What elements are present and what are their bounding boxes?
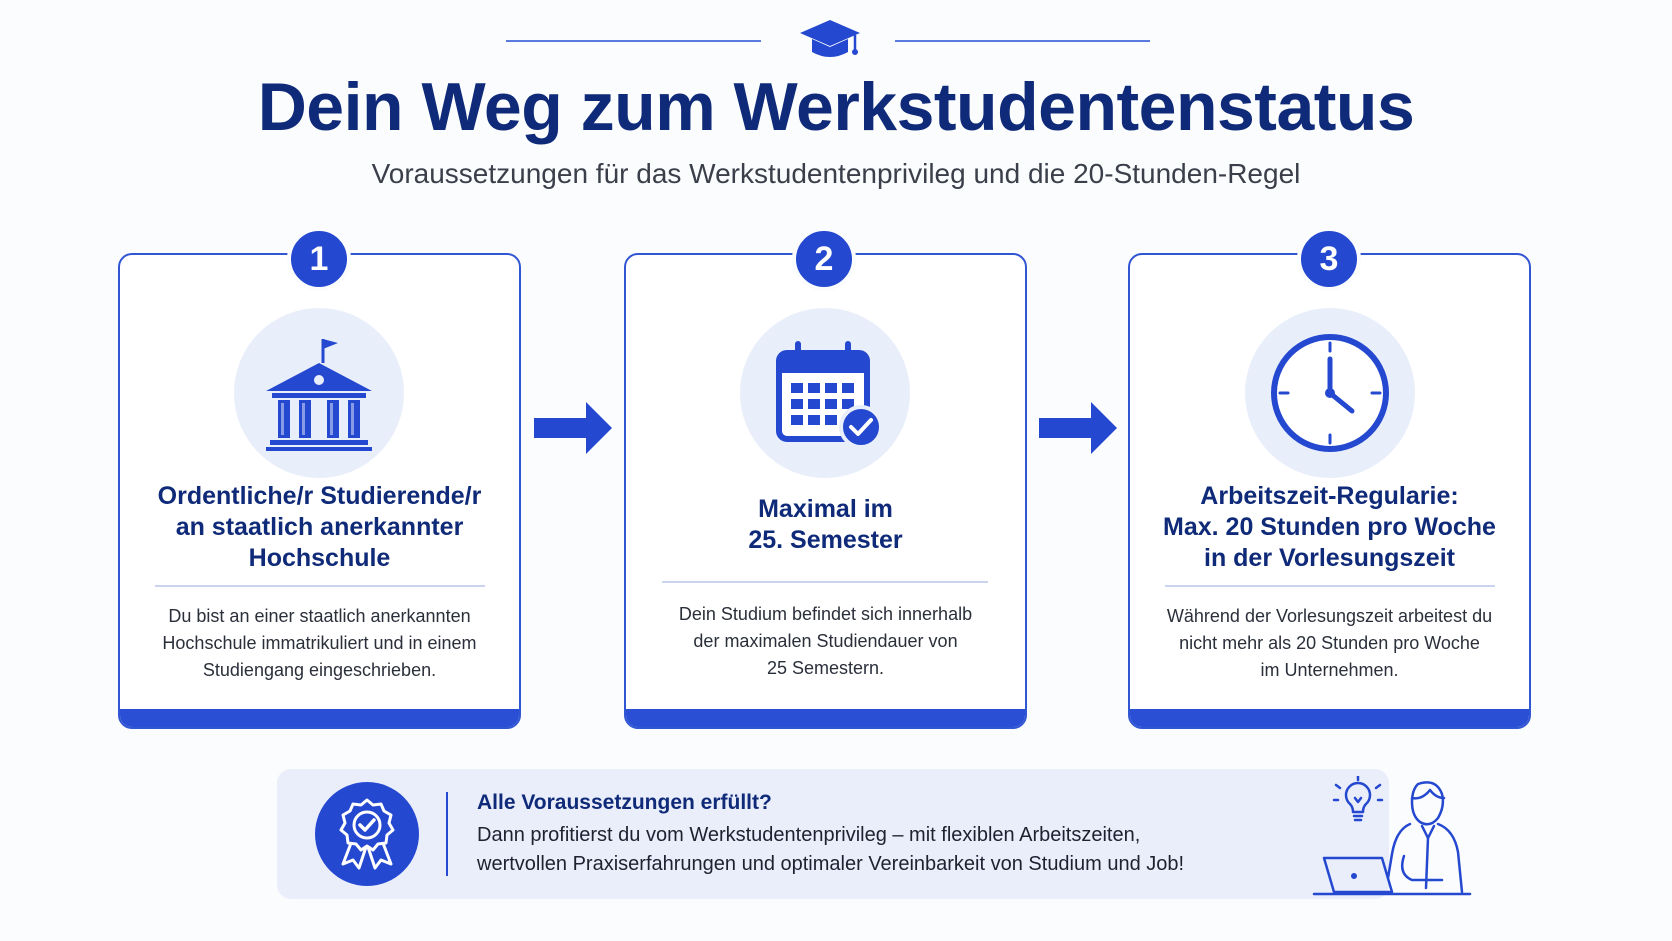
header-divider-right [895,40,1150,42]
card-footer-bar [120,709,519,727]
header-divider-left [506,40,761,42]
step-divider-1 [155,585,485,587]
graduation-cap-icon [798,16,862,64]
step-heading-line: Arbeitszeit-Regularie: [1200,482,1459,510]
card-footer-bar [1130,709,1529,727]
step-description-3 [1128,603,1531,684]
step-text-line: Du bist an einer staatlich anerkannten [168,606,471,626]
step-description-2 [624,601,1027,682]
page-subtitle: Voraussetzungen für das Werkstudentenprivileg und die 20-Stunden-Regel [371,158,1301,189]
step-text-line: Während der Vorlesungszeit arbeitest du [1166,606,1493,626]
step-number-badge-2: 2 [792,227,856,291]
university-icon [264,333,374,453]
page-title: Dein Weg zum Werkstudentenstatus [257,69,1415,145]
step-heading-line: 25. Semester [748,526,903,554]
step-number-badge-1: 1 [287,227,351,291]
step-icon-circle-2 [740,308,910,478]
step-icon-circle-3 [1245,308,1415,478]
step-heading-line: Maximal im [758,495,893,523]
step-heading-3 [1128,481,1531,574]
summary-text [477,821,1237,879]
step-text-line: 25 Semestern. [766,658,885,678]
step-number-badge-3: 3 [1297,227,1361,291]
summary-text-line: Dann profitierst du vom Werkstudentenprivileg – mit flexiblen Arbeitszeiten, [477,824,1141,846]
arrow-right-icon [534,400,614,456]
step-heading-line: Ordentliche/r Studierende/r [157,482,482,510]
step-heading-line: an staatlich anerkannter [175,513,464,541]
person-laptop-idea-icon [1310,776,1480,900]
step-divider-2 [662,581,988,583]
clock-icon [1268,331,1392,455]
step-text-line: Studiengang eingeschrieben. [202,660,437,680]
step-text-line: Dein Studium befindet sich innerhalb [678,604,973,624]
card-footer-bar [626,709,1025,727]
arrow-right-icon [1039,400,1119,456]
summary-divider [446,792,448,876]
step-heading-line: Max. 20 Stunden pro Woche [1163,513,1496,541]
step-text-line: Hochschule immatrikuliert und in einem [162,633,477,653]
calendar-check-icon [765,333,885,453]
step-text-line: der maximalen Studiendauer von [693,631,958,651]
step-heading-line: in der Vorlesungszeit [1204,544,1455,572]
award-badge-icon [335,798,399,870]
step-text-line: nicht mehr als 20 Stunden pro Woche [1179,633,1480,653]
step-text-line: im Unternehmen. [1260,660,1399,680]
summary-text-line: wertvollen Praxiserfahrungen und optimaler Vereinbarkeit von Studium und Job! [477,853,1185,875]
step-divider-3 [1165,585,1495,587]
step-icon-circle-1 [234,308,404,478]
award-badge [315,782,419,886]
step-heading-1 [118,481,521,574]
step-description-1 [118,603,521,684]
summary-heading: Alle Voraussetzungen erfüllt? [477,791,772,814]
step-heading-line: Hochschule [248,544,391,572]
step-heading-2 [624,494,1027,556]
